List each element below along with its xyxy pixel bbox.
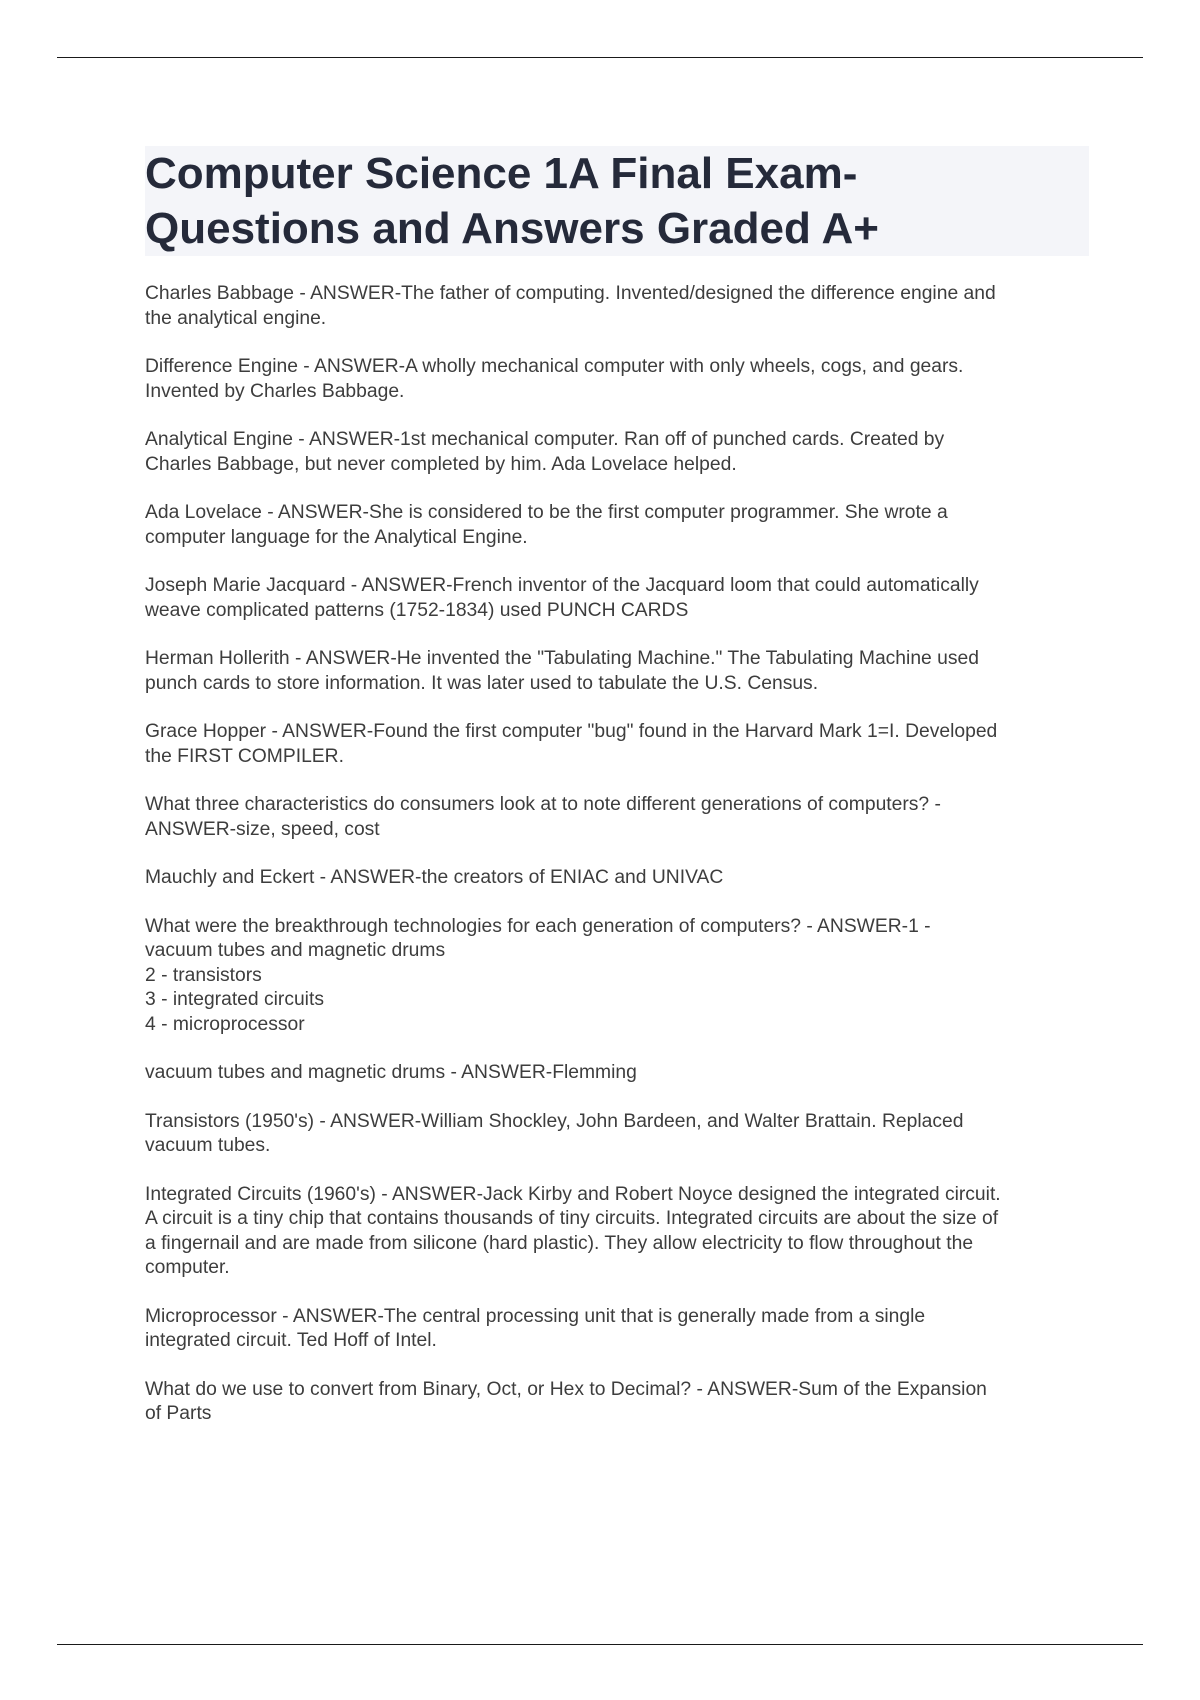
qa-entry: Analytical Engine - ANSWER-1st mechanical computer. Ran off of punched cards. Created by Charles Babbage, but never completed by him. Ada Lovelace helped.: [145, 429, 945, 475]
qa-entry: vacuum tubes and magnetic drums - ANSWER-Flemming: [145, 1062, 637, 1083]
header-rule: [57, 57, 1143, 58]
qa-entry: What do we use to convert from Binary, Oct, or Hex to Decimal? - ANSWER-Sum of the Expansion of Parts: [145, 1378, 987, 1424]
qa-entry: Herman Hollerith - ANSWER-He invented the "Tabulating Machine." The Tabulating Machine used punch cards to store information. It was later used to tabulate the U.S. Census.: [145, 648, 979, 694]
qa-list: [145, 282, 1089, 1427]
footer-rule: [57, 1644, 1143, 1645]
document-title: Computer Science 1A Final Exam- Questions and Answers Graded A+: [145, 149, 879, 253]
qa-entry: What three characteristics do consumers look at to note different generations of computers? - ANSWER-size, speed, cost: [145, 794, 941, 840]
qa-entry: Integrated Circuits (1960's) - ANSWER-Jack Kirby and Robert Noyce designed the integrated circuit. A circuit is a tiny chip that contains thousands of tiny circuits. Integrated circuits are about the size of a fingernail and are made from silicone (hard plastic). They allow electricity to flow throughout the computer.: [145, 1183, 1001, 1278]
qa-entry: What were the breakthrough technologies for each generation of computers? - ANSWER-1 - vacuum tubes and magnetic drums 2 - transistors 3 - integrated circuits 4 - microprocessor: [145, 915, 931, 1035]
qa-entry: Mauchly and Eckert - ANSWER-the creators of ENIAC and UNIVAC: [145, 867, 724, 888]
qa-entry: Joseph Marie Jacquard - ANSWER-French inventor of the Jacquard loom that could automatically weave complicated patterns (1752-1834) used PUNCH CARDS: [145, 575, 979, 621]
qa-entry: Grace Hopper - ANSWER-Found the first computer "bug" found in the Harvard Mark 1=I. Developed the FIRST COMPILER.: [145, 721, 998, 767]
qa-entry: Difference Engine - ANSWER-A wholly mechanical computer with only wheels, cogs, and gears. Invented by Charles Babbage.: [145, 356, 964, 402]
qa-entry: Microprocessor - ANSWER-The central processing unit that is generally made from a single integrated circuit. Ted Hoff of Intel.: [145, 1305, 926, 1351]
qa-entry: Ada Lovelace - ANSWER-She is considered to be the first computer programmer. She wrote a computer language for the Analytical Engine.: [145, 502, 948, 548]
title-banner: [145, 146, 1089, 256]
qa-entry: Transistors (1950's) - ANSWER-William Shockley, John Bardeen, and Walter Brattain. Replaced vacuum tubes.: [145, 1110, 964, 1156]
document-body: [145, 146, 1089, 1451]
qa-entry: Charles Babbage - ANSWER-The father of computing. Invented/designed the difference engine and the analytical engine.: [145, 283, 996, 329]
